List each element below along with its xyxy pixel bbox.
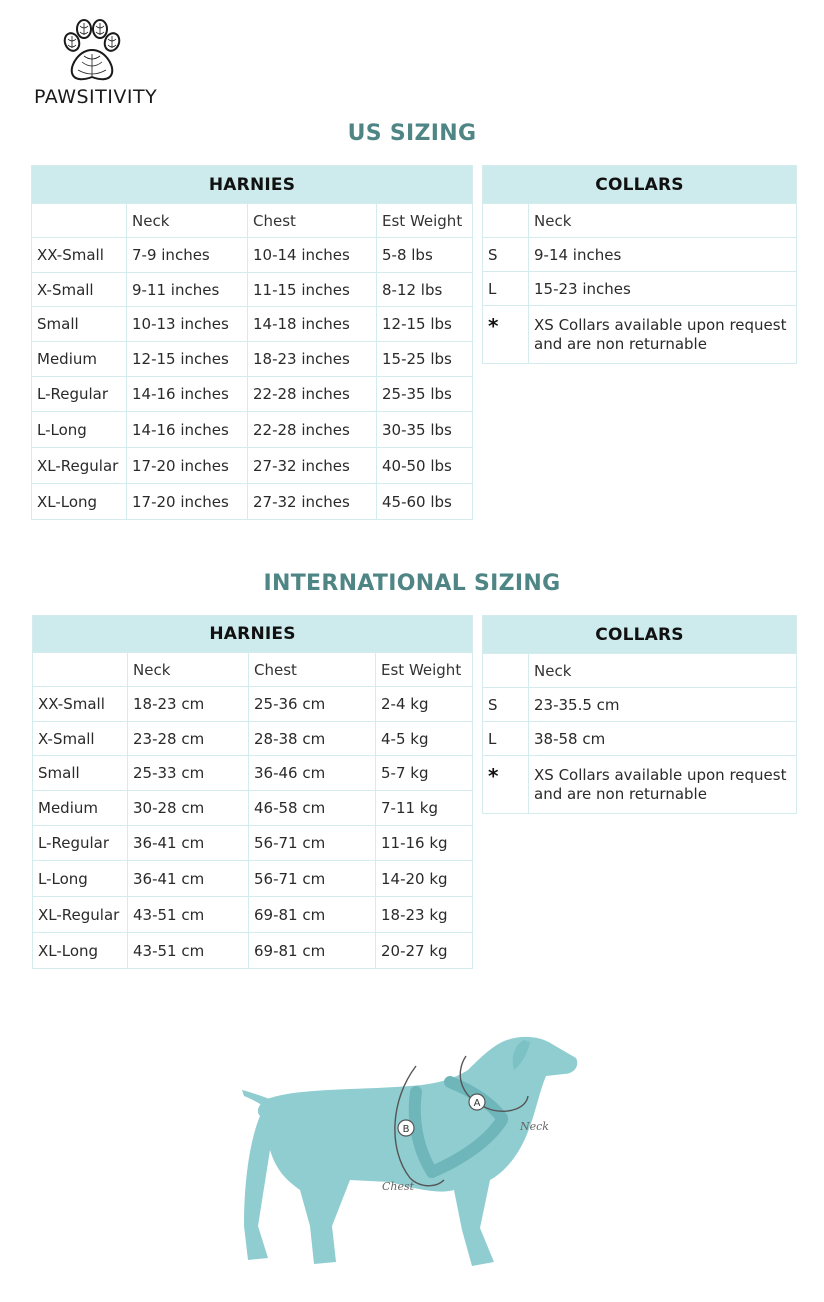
table-row bbox=[483, 756, 797, 814]
table-cell: 4-5 kg bbox=[376, 722, 473, 756]
table-cell: 43-51 cm bbox=[128, 933, 249, 969]
table-cell: 5-7 kg bbox=[376, 756, 473, 791]
size-label-cell: XL-Long bbox=[33, 933, 128, 969]
table-cell: 22-28 inches bbox=[248, 412, 377, 448]
table-cell: 7-11 kg bbox=[376, 791, 473, 826]
table-cell: 46-58 cm bbox=[249, 791, 376, 826]
size-label-cell: Small bbox=[32, 307, 127, 342]
table-cell: 36-46 cm bbox=[249, 756, 376, 791]
intl-harness-title: HARNIES bbox=[33, 616, 473, 653]
table-row bbox=[483, 306, 797, 364]
size-label-cell: XX-Small bbox=[32, 238, 127, 273]
table-cell: 38-58 cm bbox=[529, 722, 797, 756]
size-label-cell: L-Long bbox=[32, 412, 127, 448]
table-cell: 23-35.5 cm bbox=[529, 688, 797, 722]
table-cell: 14-20 kg bbox=[376, 861, 473, 897]
us-harness-table bbox=[31, 165, 473, 520]
table-cell: 2-4 kg bbox=[376, 687, 473, 722]
intl-collars-table bbox=[482, 615, 797, 814]
table-row bbox=[483, 688, 797, 722]
table-cell: 27-32 inches bbox=[248, 448, 377, 484]
chest-label: Chest bbox=[382, 1180, 415, 1193]
table-cell: 56-71 cm bbox=[249, 861, 376, 897]
us-harness-title: HARNIES bbox=[32, 166, 473, 204]
size-label-cell: XL-Regular bbox=[33, 897, 128, 933]
table-cell: 69-81 cm bbox=[249, 933, 376, 969]
size-label-cell: X-Small bbox=[32, 273, 127, 307]
table-row bbox=[33, 826, 473, 861]
column-header bbox=[32, 204, 127, 238]
table-row bbox=[32, 273, 473, 307]
table-cell: 36-41 cm bbox=[128, 861, 249, 897]
table-cell: 11-16 kg bbox=[376, 826, 473, 861]
marker-a-icon bbox=[469, 1094, 485, 1110]
table-row bbox=[32, 484, 473, 520]
size-label-cell: S bbox=[483, 238, 529, 272]
table-cell: 56-71 cm bbox=[249, 826, 376, 861]
size-label-cell: S bbox=[483, 688, 529, 722]
column-header bbox=[483, 654, 529, 688]
table-cell: 17-20 inches bbox=[127, 484, 248, 520]
table-cell: 22-28 inches bbox=[248, 377, 377, 412]
international-sizing-title: INTERNATIONAL SIZING bbox=[263, 571, 561, 596]
table-cell: 27-32 inches bbox=[248, 484, 377, 520]
neck-label: Neck bbox=[520, 1120, 549, 1133]
size-label-cell: X-Small bbox=[33, 722, 128, 756]
intl-harness-table bbox=[32, 615, 473, 969]
column-header-chest: Chest bbox=[248, 204, 377, 238]
collar-note: XS Collars available upon request and are non returnable bbox=[529, 306, 797, 364]
dog-silhouette bbox=[242, 1037, 577, 1266]
table-cell: 14-16 inches bbox=[127, 412, 248, 448]
table-row bbox=[33, 756, 473, 791]
table-cell: 28-38 cm bbox=[249, 722, 376, 756]
brand-name: PAWSITIVITY bbox=[34, 86, 158, 108]
table-cell: 18-23 kg bbox=[376, 897, 473, 933]
asterisk-note-marker: * bbox=[483, 306, 529, 364]
table-row bbox=[483, 722, 797, 756]
size-label-cell: XL-Long bbox=[32, 484, 127, 520]
table-row bbox=[33, 722, 473, 756]
column-header-weight: Est Weight bbox=[377, 204, 473, 238]
marker-b-label: B bbox=[402, 1124, 410, 1135]
table-cell: 11-15 inches bbox=[248, 273, 377, 307]
table-cell: 15-25 lbs bbox=[377, 342, 473, 377]
column-header-chest: Chest bbox=[249, 653, 376, 687]
dog-measurement-diagram bbox=[240, 1030, 590, 1280]
table-cell: 18-23 inches bbox=[248, 342, 377, 377]
table-row bbox=[32, 377, 473, 412]
table-row bbox=[483, 238, 797, 272]
collar-note: XS Collars available upon request and are non returnable bbox=[529, 756, 797, 814]
asterisk-note-marker: * bbox=[483, 756, 529, 814]
table-cell: 10-13 inches bbox=[127, 307, 248, 342]
us-collars-table bbox=[482, 165, 797, 364]
table-row bbox=[32, 448, 473, 484]
table-cell: 12-15 lbs bbox=[377, 307, 473, 342]
table-cell: 25-35 lbs bbox=[377, 377, 473, 412]
table-cell: 9-11 inches bbox=[127, 273, 248, 307]
size-label-cell: Small bbox=[33, 756, 128, 791]
size-label-cell: Medium bbox=[32, 342, 127, 377]
table-row bbox=[33, 791, 473, 826]
table-row bbox=[32, 238, 473, 273]
marker-b-icon bbox=[398, 1120, 414, 1136]
paw-icon bbox=[60, 18, 124, 84]
table-cell: 18-23 cm bbox=[128, 687, 249, 722]
size-label-cell: L bbox=[483, 722, 529, 756]
table-cell: 45-60 lbs bbox=[377, 484, 473, 520]
table-cell: 14-18 inches bbox=[248, 307, 377, 342]
table-cell: 12-15 inches bbox=[127, 342, 248, 377]
table-row bbox=[33, 933, 473, 969]
size-label-cell: XL-Regular bbox=[32, 448, 127, 484]
table-cell: 9-14 inches bbox=[529, 238, 797, 272]
table-cell: 30-35 lbs bbox=[377, 412, 473, 448]
column-header-weight: Est Weight bbox=[376, 653, 473, 687]
us-sizing-title: US SIZING bbox=[347, 121, 477, 146]
table-cell: 25-36 cm bbox=[249, 687, 376, 722]
size-label-cell: XX-Small bbox=[33, 687, 128, 722]
table-cell: 20-27 kg bbox=[376, 933, 473, 969]
table-row bbox=[32, 307, 473, 342]
table-cell: 17-20 inches bbox=[127, 448, 248, 484]
intl-collars-title: COLLARS bbox=[483, 616, 797, 654]
table-cell: 5-8 lbs bbox=[377, 238, 473, 273]
table-cell: 15-23 inches bbox=[529, 272, 797, 306]
table-cell: 69-81 cm bbox=[249, 897, 376, 933]
table-row bbox=[33, 687, 473, 722]
table-cell: 14-16 inches bbox=[127, 377, 248, 412]
column-header-neck: Neck bbox=[529, 654, 797, 688]
size-label-cell: Medium bbox=[33, 791, 128, 826]
size-label-cell: L-Regular bbox=[32, 377, 127, 412]
size-label-cell: L-Long bbox=[33, 861, 128, 897]
size-label-cell: L-Regular bbox=[33, 826, 128, 861]
table-row bbox=[32, 412, 473, 448]
table-cell: 40-50 lbs bbox=[377, 448, 473, 484]
table-row bbox=[33, 861, 473, 897]
column-header-neck: Neck bbox=[529, 204, 797, 238]
table-cell: 23-28 cm bbox=[128, 722, 249, 756]
column-header bbox=[483, 204, 529, 238]
table-cell: 8-12 lbs bbox=[377, 273, 473, 307]
table-cell: 36-41 cm bbox=[128, 826, 249, 861]
table-cell: 7-9 inches bbox=[127, 238, 248, 273]
table-row bbox=[32, 342, 473, 377]
table-cell: 25-33 cm bbox=[128, 756, 249, 791]
column-header-neck: Neck bbox=[128, 653, 249, 687]
table-row bbox=[483, 272, 797, 306]
size-label-cell: L bbox=[483, 272, 529, 306]
table-cell: 43-51 cm bbox=[128, 897, 249, 933]
brand-logo bbox=[34, 18, 158, 108]
us-collars-title: COLLARS bbox=[483, 166, 797, 204]
column-header bbox=[33, 653, 128, 687]
column-header-neck: Neck bbox=[127, 204, 248, 238]
marker-a-label: A bbox=[473, 1098, 481, 1109]
table-cell: 10-14 inches bbox=[248, 238, 377, 273]
table-cell: 30-28 cm bbox=[128, 791, 249, 826]
table-row bbox=[33, 897, 473, 933]
